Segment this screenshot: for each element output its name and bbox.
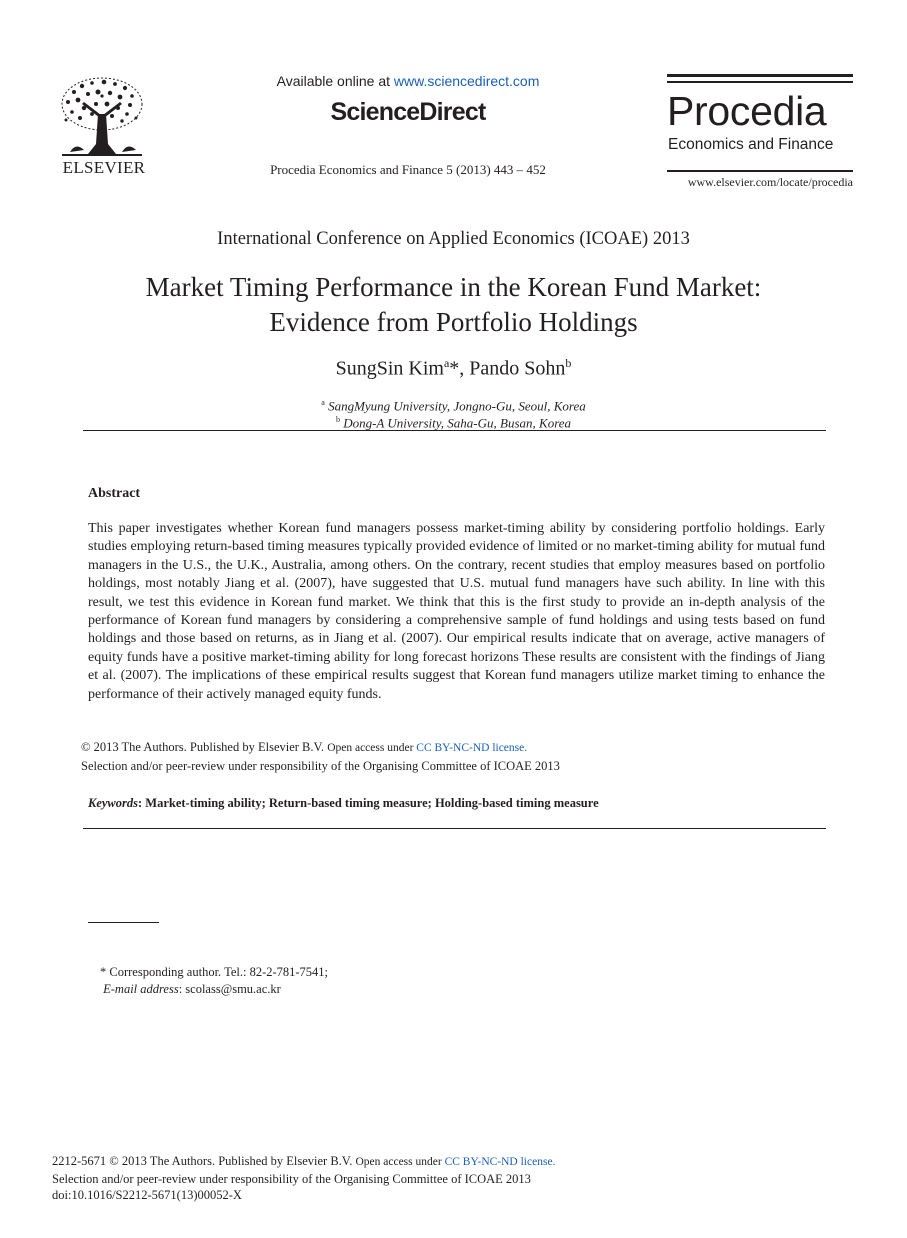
sciencedirect-brand: ScienceDirect <box>330 98 486 126</box>
logo-rule <box>667 170 853 172</box>
affiliation-text: Dong-A University, Saha-Gu, Busan, Korea <box>343 415 572 431</box>
abstract-body: This paper investigates whether Korean fund managers possess market-timing ability by considering portfolio holdings. Early studies employing return-based timing measures typically provided evidence of limited or no market-timing ability for mutual fund managers in the U.S., the U.K., Australia, among others. On the contrary, recent studies that employ measures based on portfolio holdings, most notably Jiang et al. (2007), have suggested that U.S. mutual fund managers have such ability. In line with this result, we test this evidence in Korean fund market. We think that this is the first study to provide an in-depth analysis of the performance of Korean fund managers by considering a comprehensive sample of fund holdings and using tests based on fund holdings and those based on returns, as in Jiang et al. (2007). Our empirical results indicate that on average, active managers of equity funds have a positive market-timing ability for long forecast horizons These results are consistent with the findings of Jiang et al. (2007). The implications of these empirical results suggest that Korean fund managers utilize market timing to enhance the performance of their actively managed equity funds. <box>88 521 825 702</box>
affiliation-mark: a <box>443 356 450 370</box>
page-footer <box>52 1153 555 1204</box>
paper-title <box>0 270 907 340</box>
footer-copyright: 2212-5671 © 2013 The Authors. Published by Elsevier B.V. <box>52 1154 356 1168</box>
procedia-logo-subtitle: Economics and Finance <box>668 136 834 153</box>
abstract-heading: Abstract <box>88 486 141 501</box>
logo-rule <box>667 81 853 83</box>
footer-line-2: Selection and/or peer-review under responsibility of the Organising Committee of ICOAE 2013 <box>52 1171 531 1186</box>
procedia-logo-title: Procedia <box>667 88 827 134</box>
sciencedirect-link[interactable]: www.sciencedirect.com <box>393 73 540 89</box>
open-access-text: Open access under <box>327 742 417 754</box>
doi[interactable]: doi:10.1016/S2212-5671(13)00052-X <box>52 1188 242 1202</box>
journal-citation: Procedia Economics and Finance 5 (2013) 443 – 452 <box>270 162 546 177</box>
tree-icon <box>52 74 152 158</box>
corresponding-author-footnote <box>100 964 328 997</box>
license-link[interactable]: CC BY-NC-ND license. <box>444 1156 556 1168</box>
footnote-line-1: * Corresponding author. Tel.: 82-2-781-7541; <box>100 965 329 979</box>
author-name: SungSin Kim <box>335 357 444 380</box>
copyright-notice <box>81 739 560 775</box>
title-line-1: Market Timing Performance in the Korean Fund Market: <box>145 272 762 302</box>
title-line-2: Evidence from Portfolio Holdings <box>269 307 638 337</box>
available-prefix: Available online at <box>276 73 394 89</box>
affiliation-text: SangMyung University, Jongno-Gu, Seoul, Korea <box>328 398 586 414</box>
open-access-text: Open access under <box>355 1156 445 1168</box>
corresponding-mark: *, <box>449 357 470 380</box>
journal-url[interactable]: www.elsevier.com/locate/procedia <box>687 175 853 189</box>
procedia-logo <box>667 74 853 192</box>
author-list <box>0 356 907 381</box>
keywords-label: Keywords <box>88 796 138 810</box>
publisher-wordmark: ELSEVIER <box>62 158 146 177</box>
footnote-rule <box>88 922 159 923</box>
affiliation-a <box>0 398 907 414</box>
license-link[interactable]: CC BY-NC-ND license. <box>416 742 528 754</box>
author-name: Pando Sohn <box>469 357 566 380</box>
logo-rule <box>667 74 853 77</box>
affiliation-mark: a <box>321 398 325 407</box>
email-label: E-mail address <box>103 981 179 996</box>
conference-name: International Conference on Applied Economics (ICOAE) 2013 <box>217 229 690 249</box>
affiliation-b <box>0 415 907 431</box>
footer-line-1 <box>52 1153 555 1171</box>
keywords <box>88 796 599 811</box>
available-online-line <box>236 73 580 89</box>
affiliation-mark: b <box>335 415 340 424</box>
divider <box>83 828 826 829</box>
divider <box>83 430 826 431</box>
affiliation-mark: b <box>565 356 572 370</box>
copyright-line-1 <box>81 739 560 758</box>
copyright-line-2: Selection and/or peer-review under responsibility of the Organising Committee of ICOAE 2013 <box>81 758 560 773</box>
footnote-line-2 <box>100 981 328 998</box>
keywords-text: : Market-timing ability; Return-based timing measure; Holding-based timing measure <box>138 796 599 810</box>
copyright-text: © 2013 The Authors. Published by Elsevier B.V. <box>81 740 328 754</box>
email-value[interactable]: : scolass@smu.ac.kr <box>178 981 281 996</box>
